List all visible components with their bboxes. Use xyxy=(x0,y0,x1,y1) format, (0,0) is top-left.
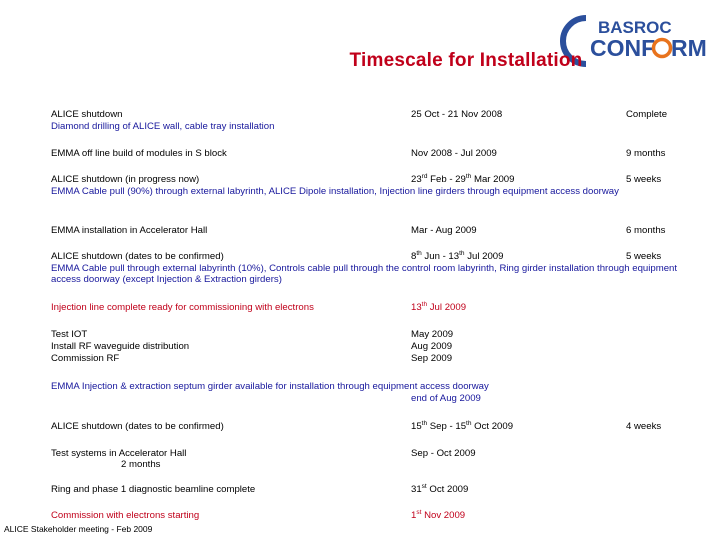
b4-dates: Mar - Aug 2009 xyxy=(411,225,477,236)
b11-date: 31st Oct 2009 xyxy=(411,482,469,495)
b2-duration: 9 months xyxy=(626,148,666,159)
b7-date-1: May 2009 xyxy=(411,329,454,340)
b7-date-3: Sep 2009 xyxy=(411,353,453,364)
b12-milestone: Commission with electrons starting xyxy=(51,510,200,521)
b1-dates: 25 Oct - 21 Nov 2008 xyxy=(411,109,503,120)
b1-detail: Diamond drilling of ALICE wall, cable tray installation xyxy=(51,121,275,132)
b10-duration: 2 months xyxy=(121,459,161,470)
logo-text-basroc: BASROC xyxy=(598,18,672,37)
b7-task-1: Test IOT xyxy=(51,329,88,340)
b7-task-2: Install RF waveguide distribution xyxy=(51,341,190,352)
b1-activity: ALICE shutdown xyxy=(51,109,123,120)
b3-duration: 5 weeks xyxy=(626,174,662,185)
b9-dates: 15th Sep - 15th Oct 2009 xyxy=(411,419,514,432)
b6-milestone: Injection line complete ready for commissioning with electrons xyxy=(51,302,314,313)
b10-activity: Test systems in Accelerator Hall xyxy=(51,448,187,459)
logo-text-conf: CONF xyxy=(590,35,656,61)
b8-date: end of Aug 2009 xyxy=(411,393,481,404)
b10-dates: Sep - Oct 2009 xyxy=(411,448,476,459)
b3-activity: ALICE shutdown (in progress now) xyxy=(51,174,200,185)
b12-date: 1st Nov 2009 xyxy=(411,508,466,521)
logo-text-rm: RM xyxy=(671,35,707,61)
b9-duration: 4 weeks xyxy=(626,421,662,432)
b1-status: Complete xyxy=(626,109,668,120)
b8-activity: EMMA Injection & extraction septum girder available for installation through equipment access doorway xyxy=(51,381,489,392)
b5-detail: EMMA Cable pull through external labyrinth (10%), Controls cable pull through the control room labyrinth, Ring girder installation through equipment access doorway (except Injection & Extraction girders) xyxy=(51,263,678,285)
b6-date: 13th Jul 2009 xyxy=(411,300,467,313)
b2-activity: EMMA off line build of modules in S block xyxy=(51,148,227,159)
b2-dates: Nov 2008 - Jul 2009 xyxy=(411,148,497,159)
b4-duration: 6 months xyxy=(626,225,666,236)
b11-milestone: Ring and phase 1 diagnostic beamline complete xyxy=(51,484,256,495)
b7-task-3: Commission RF xyxy=(51,353,120,364)
b3-dates: 23rd Feb - 29th Mar 2009 xyxy=(411,172,515,185)
b5-duration: 5 weeks xyxy=(626,251,662,262)
footer-text: ALICE Stakeholder meeting - Feb 2009 xyxy=(4,524,153,534)
b9-activity: ALICE shutdown (dates to be confirmed) xyxy=(51,421,224,432)
b5-activity: ALICE shutdown (dates to be confirmed) xyxy=(51,251,224,262)
b4-activity: EMMA installation in Accelerator Hall xyxy=(51,225,208,236)
b7-date-2: Aug 2009 xyxy=(411,341,453,352)
b3-detail: EMMA Cable pull (90%) through external labyrinth, ALICE Dipole installation, Injection line girders through equipment access doorway xyxy=(51,186,619,197)
page-title: Timescale for Installation xyxy=(349,50,583,71)
b5-dates: 8th Jun - 13th Jul 2009 xyxy=(411,249,504,262)
